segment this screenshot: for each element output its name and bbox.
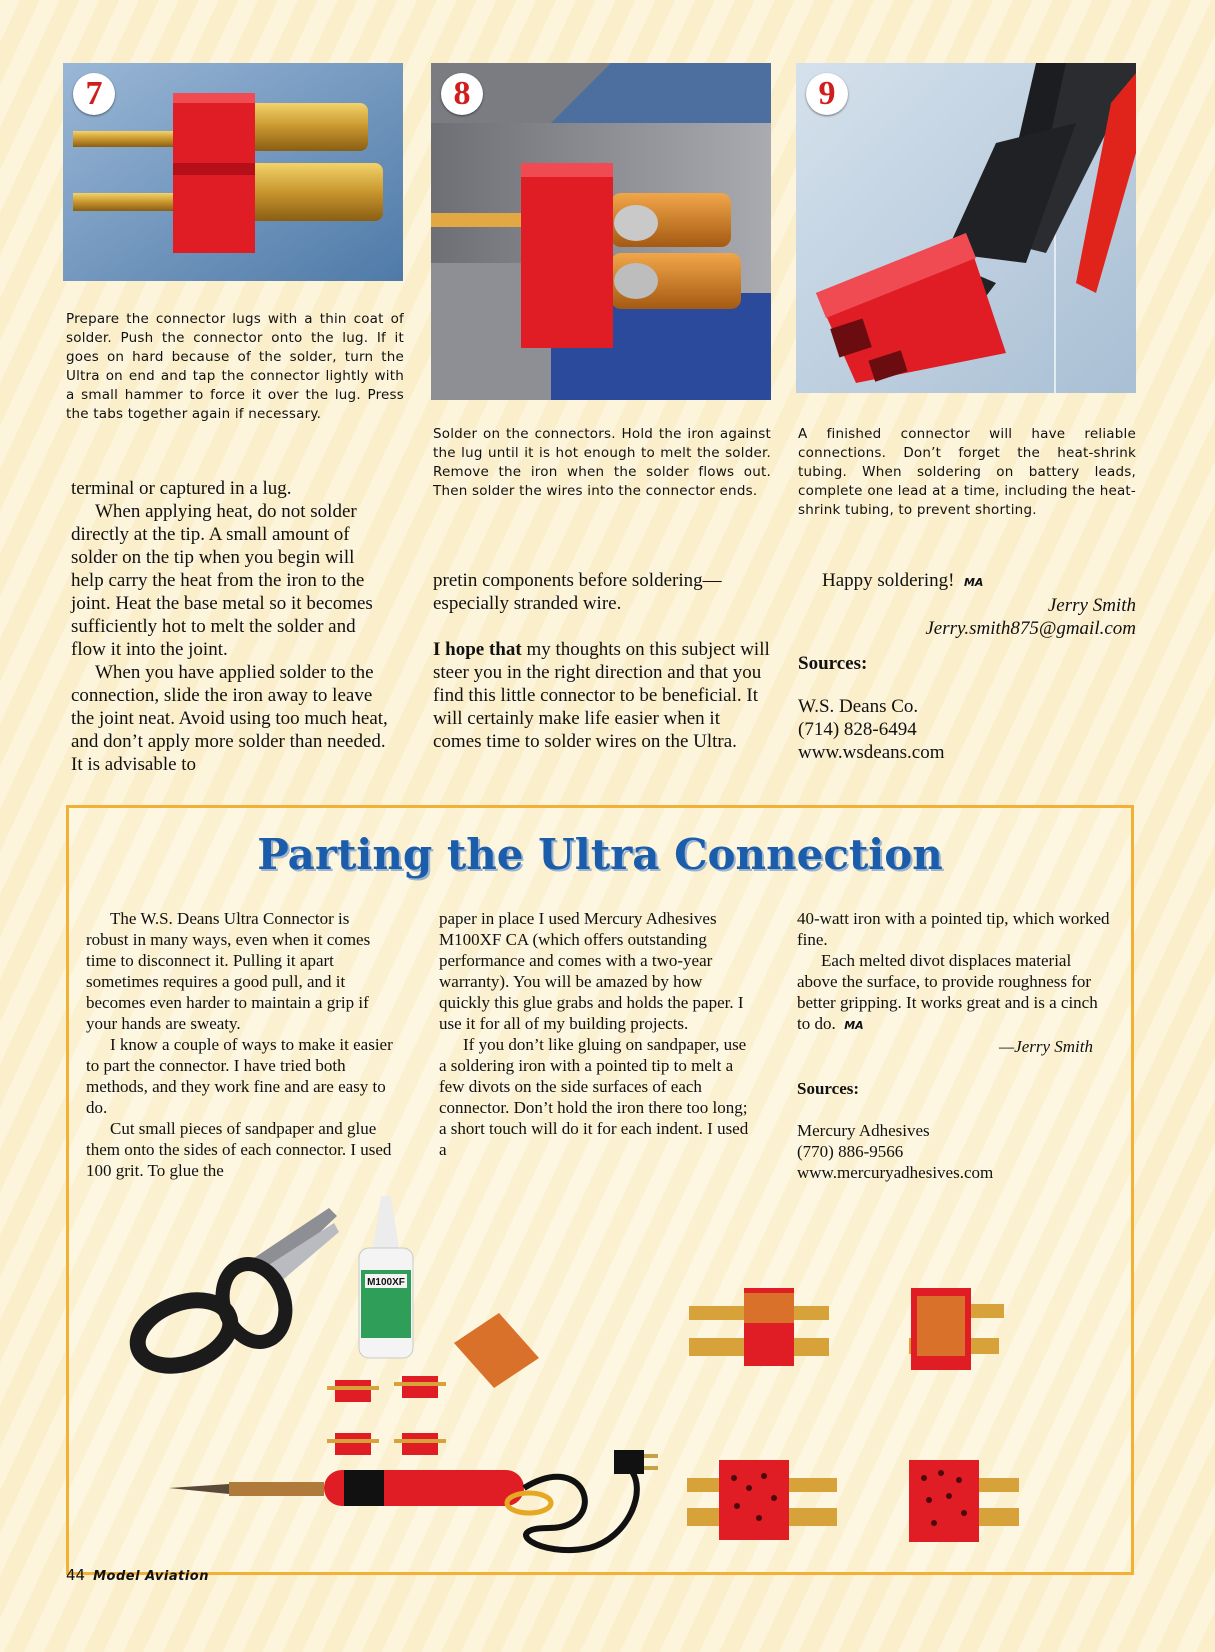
photo-8 [431,63,771,400]
paragraph: paper in place I used Mercury Adhesives M100XF CA (which offers outstanding performance and comes with a two-year warranty). You will be amazed by how quickly this glue grabs and holds the paper. I use it for all of my building projects. [439,909,744,1033]
paragraph: When applying heat, do not solder directly at the tip. A small amount of solder on the tip when you begin will help carry the heat from the iron to the joint. Heat the base metal so it becomes sufficiently hot to melt the solder and flow it into the joint. [71,501,373,660]
paragraph-text: my thoughts on this subject will steer you in the right direction and that you find this little connector to be beneficial. It will certainly make life easier when it comes time to solder wires on the Ultra. [433,639,770,752]
sandpaper-square [454,1313,539,1388]
glue-bottle-icon [359,1196,413,1358]
paragraph: terminal or captured in a lug. [71,478,292,499]
paragraph-text: Each melted divot displaces material above the surface, to provide roughness for better gripping. It works great and is a cinch to do. [797,951,1098,1033]
magazine-name: Model Aviation [93,1569,209,1584]
finished-connector-image [796,63,1136,393]
photo-number-badge: 9 [806,73,848,115]
sandpaper-connectors [689,1288,1004,1370]
divot-connectors [687,1460,1019,1542]
paragraph: 40-watt iron with a pointed tip, which worked fine. [797,909,1110,949]
paragraph: pretin components before soldering—especially stranded wire. [433,570,722,614]
sidebar-author: —Jerry Smith [999,1037,1093,1056]
source-website: www.wsdeans.com [798,742,945,763]
photo-7 [63,63,403,281]
paragraph [433,638,773,753]
paragraph: The W.S. Deans Ultra Connector is robust in many ways, even when it comes time to disconnect it. Pulling it apart sometimes requires a good pull, and it becomes even harder to maintain a grip if your hands are sweaty. [86,909,371,1033]
ma-endmark: MA [844,1019,864,1032]
source-phone: (770) 886-9566 [797,1142,904,1161]
page-number: 44 [66,1566,86,1584]
sidebar-box [66,805,1134,1575]
paragraph: If you don’t like gluing on sandpaper, use a soldering iron with a pointed tip to melt a few divots on the side surfaces of each connector. Don’t hold the iron there too long; a short touch will do it for each indent. I used a [439,1035,749,1159]
photo-7-caption: Prepare the connector lugs with a thin coat of solder. Push the connector onto the lug. If it goes on hard because of the solder, turn the Ultra on end and tap the connector lightly with a small hammer to force it over the lug. Press the tabs together again if necessary. [66,311,404,422]
photo-8-caption: Solder on the connectors. Hold the iron against the lug until it is hot enough to melt the solder. Remove the iron when the solder flows out. Then solder the wires into the connector ends. [433,426,771,499]
photo-number-badge: 8 [441,73,483,115]
lead-in: I hope that [433,639,522,660]
paragraph: I know a couple of ways to make it easier to part the connector. I have tried both methods, and they work fine and are easy to do. [86,1035,393,1117]
scissors-icon [129,1208,339,1378]
article-column-2 [433,569,773,753]
tools-and-connectors-image [69,1188,1131,1572]
sidebar-column-3 [797,908,1115,1183]
sources-heading: Sources: [797,1079,860,1098]
paragraph: Cut small pieces of sandpaper and glue them onto the sides of each connector. I used 100 grit. To glue the [86,1119,392,1180]
soldering-iron-icon [169,1450,658,1550]
source-phone: (714) 828-6494 [798,719,917,740]
sidebar-column-1 [86,908,396,1181]
page-footer [66,1566,209,1584]
paragraph: When you have applied solder to the connection, slide the iron away to leave the joint neat. Avoid using too much heat, and don’t apply more solder than needed. It is advisable to [71,662,388,775]
source-website: www.mercuryadhesives.com [797,1163,994,1182]
article-column-1 [71,477,391,776]
source-company: Mercury Adhesives [797,1121,930,1140]
paragraph [797,950,1115,1036]
article-column-3 [798,569,1136,764]
soldering-in-vise-image [431,63,771,400]
sidebar-column-2 [439,908,754,1160]
source-company: W.S. Deans Co. [798,696,919,717]
bottle-label: M100XF [367,1277,405,1288]
closing-line [798,569,1136,594]
photo-9-caption: A finished connector will have reliable connections. Don’t forget the heat-shrink tubing. When soldering on battery leads, complete one lead at a time, including the heat-shrink tubing, to prevent shorting. [798,426,1136,518]
sources-heading: Sources: [798,653,868,674]
author-name: Jerry Smith [1047,595,1136,616]
closing-text: Happy soldering! [822,570,955,591]
photo-number-badge: 7 [73,73,115,115]
photo-9 [796,63,1136,393]
small-connectors [327,1376,446,1455]
author-email: Jerry.smith875@gmail.com [925,618,1136,639]
ma-endmark: MA [963,576,984,589]
sidebar-title: Parting the Ultra Connection [257,830,943,879]
